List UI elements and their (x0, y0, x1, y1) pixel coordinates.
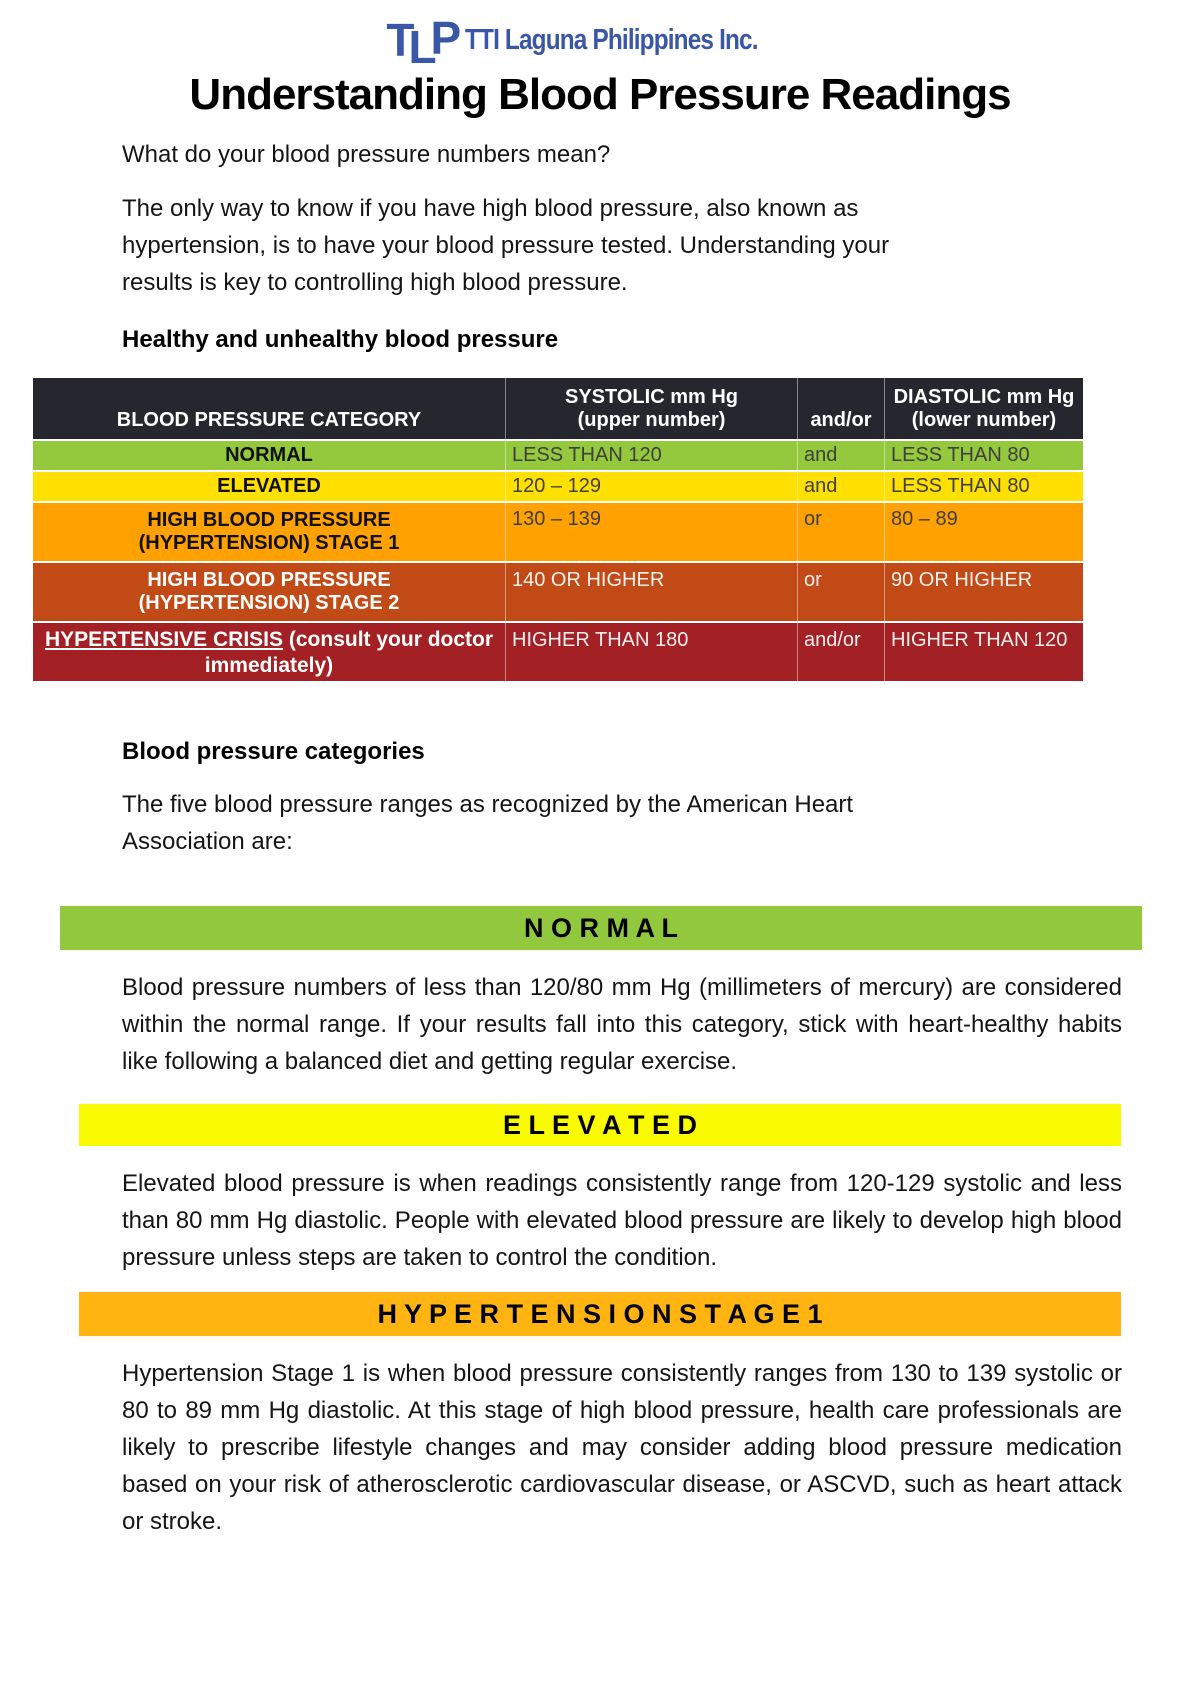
category-cell: ELEVATED (217, 475, 321, 497)
category-cell: HIGH BLOOD PRESSURE (HYPERTENSION) STAGE 2 (138, 569, 400, 614)
diastolic-cell: LESS THAN 80 (884, 472, 1083, 501)
diastolic-cell: 80 – 89 (884, 503, 1083, 561)
diastolic-cell: 90 OR HIGHER (884, 563, 1083, 621)
conjunction-cell: or (797, 563, 884, 621)
systolic-cell: 140 OR HIGHER (505, 563, 797, 621)
blood-pressure-table (33, 378, 1083, 681)
company-name: TTI Laguna Philippines Inc. (465, 23, 758, 56)
tlp-logo-icon (386, 12, 456, 73)
table-row-elevated (33, 470, 1083, 501)
conjunction-cell: and (797, 441, 884, 470)
table-row-hypertensive-crisis (33, 621, 1083, 681)
systolic-cell: 130 – 139 (505, 503, 797, 561)
diastolic-cell: HIGHER THAN 120 (884, 623, 1083, 681)
elevated-paragraph: Elevated blood pressure is when readings consistently range from 120-129 systolic and less than 80 mm Hg diastolic. People with elevated blood pressure are likely to develop high blood pressure unless steps are taken to control the condition. (122, 1170, 1122, 1271)
categories-heading: Blood pressure categories (122, 738, 425, 765)
logo-letter-t: T (386, 14, 409, 66)
conjunction-cell: and (797, 472, 884, 501)
page-title: Understanding Blood Pressure Readings (189, 70, 1011, 119)
logo-letter-l: L (408, 21, 431, 73)
crisis-label: HYPERTENSIVE CRISIS (44, 628, 284, 651)
banner-elevated: E L E V A T E D (79, 1104, 1121, 1146)
categories-intro: The five blood pressure ranges as recognized by the American Heart Association are: (122, 791, 854, 855)
table-header-row (33, 378, 1083, 439)
category-cell: HIGH BLOOD PRESSURE (HYPERTENSION) STAGE 1 (138, 509, 400, 554)
table-section-heading: Healthy and unhealthy blood pressure (122, 326, 559, 353)
diastolic-cell: LESS THAN 80 (884, 441, 1083, 470)
crisis-note: (consult your doctor immediately) (204, 628, 494, 677)
intro-question: What do your blood pressure numbers mean? (122, 141, 611, 168)
table-row-normal (33, 439, 1083, 470)
conjunction-cell: and/or (797, 623, 884, 681)
header-diastolic: DIASTOLIC mm Hg (lower number) (884, 378, 1083, 439)
banner-normal: N O R M A L (60, 906, 1142, 950)
systolic-cell: HIGHER THAN 180 (505, 623, 797, 681)
intro-paragraph: The only way to know if you have high blood pressure, also known as hypertension, is to have your blood pressure tested. Understanding your results is key to controlling high blood pressure. (122, 195, 890, 296)
category-cell: NORMAL (225, 444, 313, 466)
normal-paragraph: Blood pressure numbers of less than 120/80 mm Hg (millimeters of mercury) are considered within the normal range. If your results fall into this category, stick with heart-healthy habits like following a balanced diet and getting regular exercise. (122, 974, 1122, 1075)
systolic-cell: LESS THAN 120 (505, 441, 797, 470)
header-systolic: SYSTOLIC mm Hg (upper number) (505, 378, 797, 439)
company-logo (0, 0, 1200, 73)
banner-hypertension-stage-1: H Y P E R T E N S I O N S T A G E 1 (79, 1292, 1121, 1336)
table-row-hypertension-stage-2 (33, 561, 1083, 621)
table-row-hypertension-stage-1 (33, 501, 1083, 561)
logo-letter-p: P (430, 12, 456, 64)
header-category: BLOOD PRESSURE CATEGORY (116, 409, 422, 431)
conjunction-cell: or (797, 503, 884, 561)
stage1-paragraph: Hypertension Stage 1 is when blood pressure consistently ranges from 130 to 139 systolic or 80 to 89 mm Hg diastolic. At this stage of high blood pressure, health care professionals are likely to prescribe lifestyle changes and may consider adding blood pressure medication based on your risk of atherosclerotic cardiovascular disease, or ASCVD, such as heart attack or stroke. (122, 1360, 1122, 1535)
category-cell (33, 623, 505, 681)
header-conjunction: and/or (797, 378, 884, 439)
systolic-cell: 120 – 129 (505, 472, 797, 501)
